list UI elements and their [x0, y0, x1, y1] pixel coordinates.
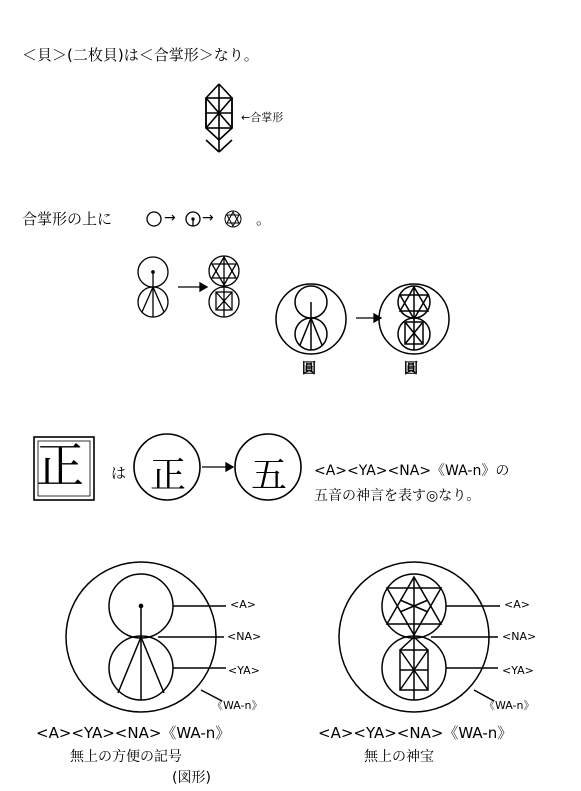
circle-go-frame	[235, 434, 301, 500]
right-label-a: <A>	[504, 598, 530, 611]
caption-left-line1: <A><YA><NA>《WA-n》	[36, 724, 231, 742]
boxed-kanji-frame	[34, 437, 94, 500]
circle-kanji-sei: 正	[150, 455, 187, 496]
statement-circle-above: 合掌形の上に	[22, 210, 113, 228]
five-sounds-line1: <A><YA><NA>《WA-n》の	[314, 463, 510, 479]
five-sounds-line2: 五音の神言を表す◎なり。	[314, 488, 481, 504]
circle-label-left: 圓	[302, 361, 316, 377]
sequence-arrow-1: →	[164, 210, 176, 226]
caption-right-line1: <A><YA><NA>《WA-n》	[318, 724, 513, 742]
arrow-large	[356, 314, 381, 322]
sequence-arrow-2: →	[202, 210, 214, 226]
encircled-two-circle-figure	[276, 284, 346, 354]
left-label-wan: 《WA-n》	[212, 699, 263, 712]
sequence-end-mark: 。	[256, 210, 272, 228]
circle-kanji-go: 五	[251, 455, 288, 496]
left-label-a: <A>	[230, 598, 256, 611]
gassho-figure	[206, 84, 232, 152]
right-label-wan: 《WA-n》	[484, 699, 535, 712]
arrow-small-1	[178, 283, 207, 291]
divine-treasure-diagram	[339, 562, 500, 712]
right-label-ya: <YA>	[502, 664, 534, 677]
right-label-na: <NA>	[502, 630, 537, 643]
method-symbol-diagram	[66, 562, 226, 712]
caption-left-line3: (図形)	[172, 770, 211, 786]
caption-right-line2: 無上の神宝	[364, 749, 434, 765]
two-circle-figure	[138, 257, 168, 317]
particle-wa: は	[111, 464, 127, 482]
encircled-star-gassho-figure	[379, 284, 449, 354]
inline-star-circle-icon	[225, 211, 241, 227]
statement-shell-gassho: ＜貝＞(二枚貝)は＜合掌形＞なり。	[22, 46, 259, 64]
caption-left-line2: 無上の方便の記号	[70, 749, 182, 765]
big-kanji-sei: 正	[36, 438, 85, 494]
circle-sei-frame	[134, 434, 200, 500]
left-label-ya: <YA>	[228, 664, 260, 677]
circle-label-right: 圓	[404, 361, 418, 377]
star-gassho-figure	[209, 256, 239, 317]
gassho-arrow-label: ←合掌形	[241, 111, 284, 124]
inline-empty-circle-icon	[147, 212, 161, 226]
left-label-na: <NA>	[227, 630, 262, 643]
inline-dot-circle-icon	[186, 212, 200, 226]
arrow-sei-go	[202, 463, 233, 471]
